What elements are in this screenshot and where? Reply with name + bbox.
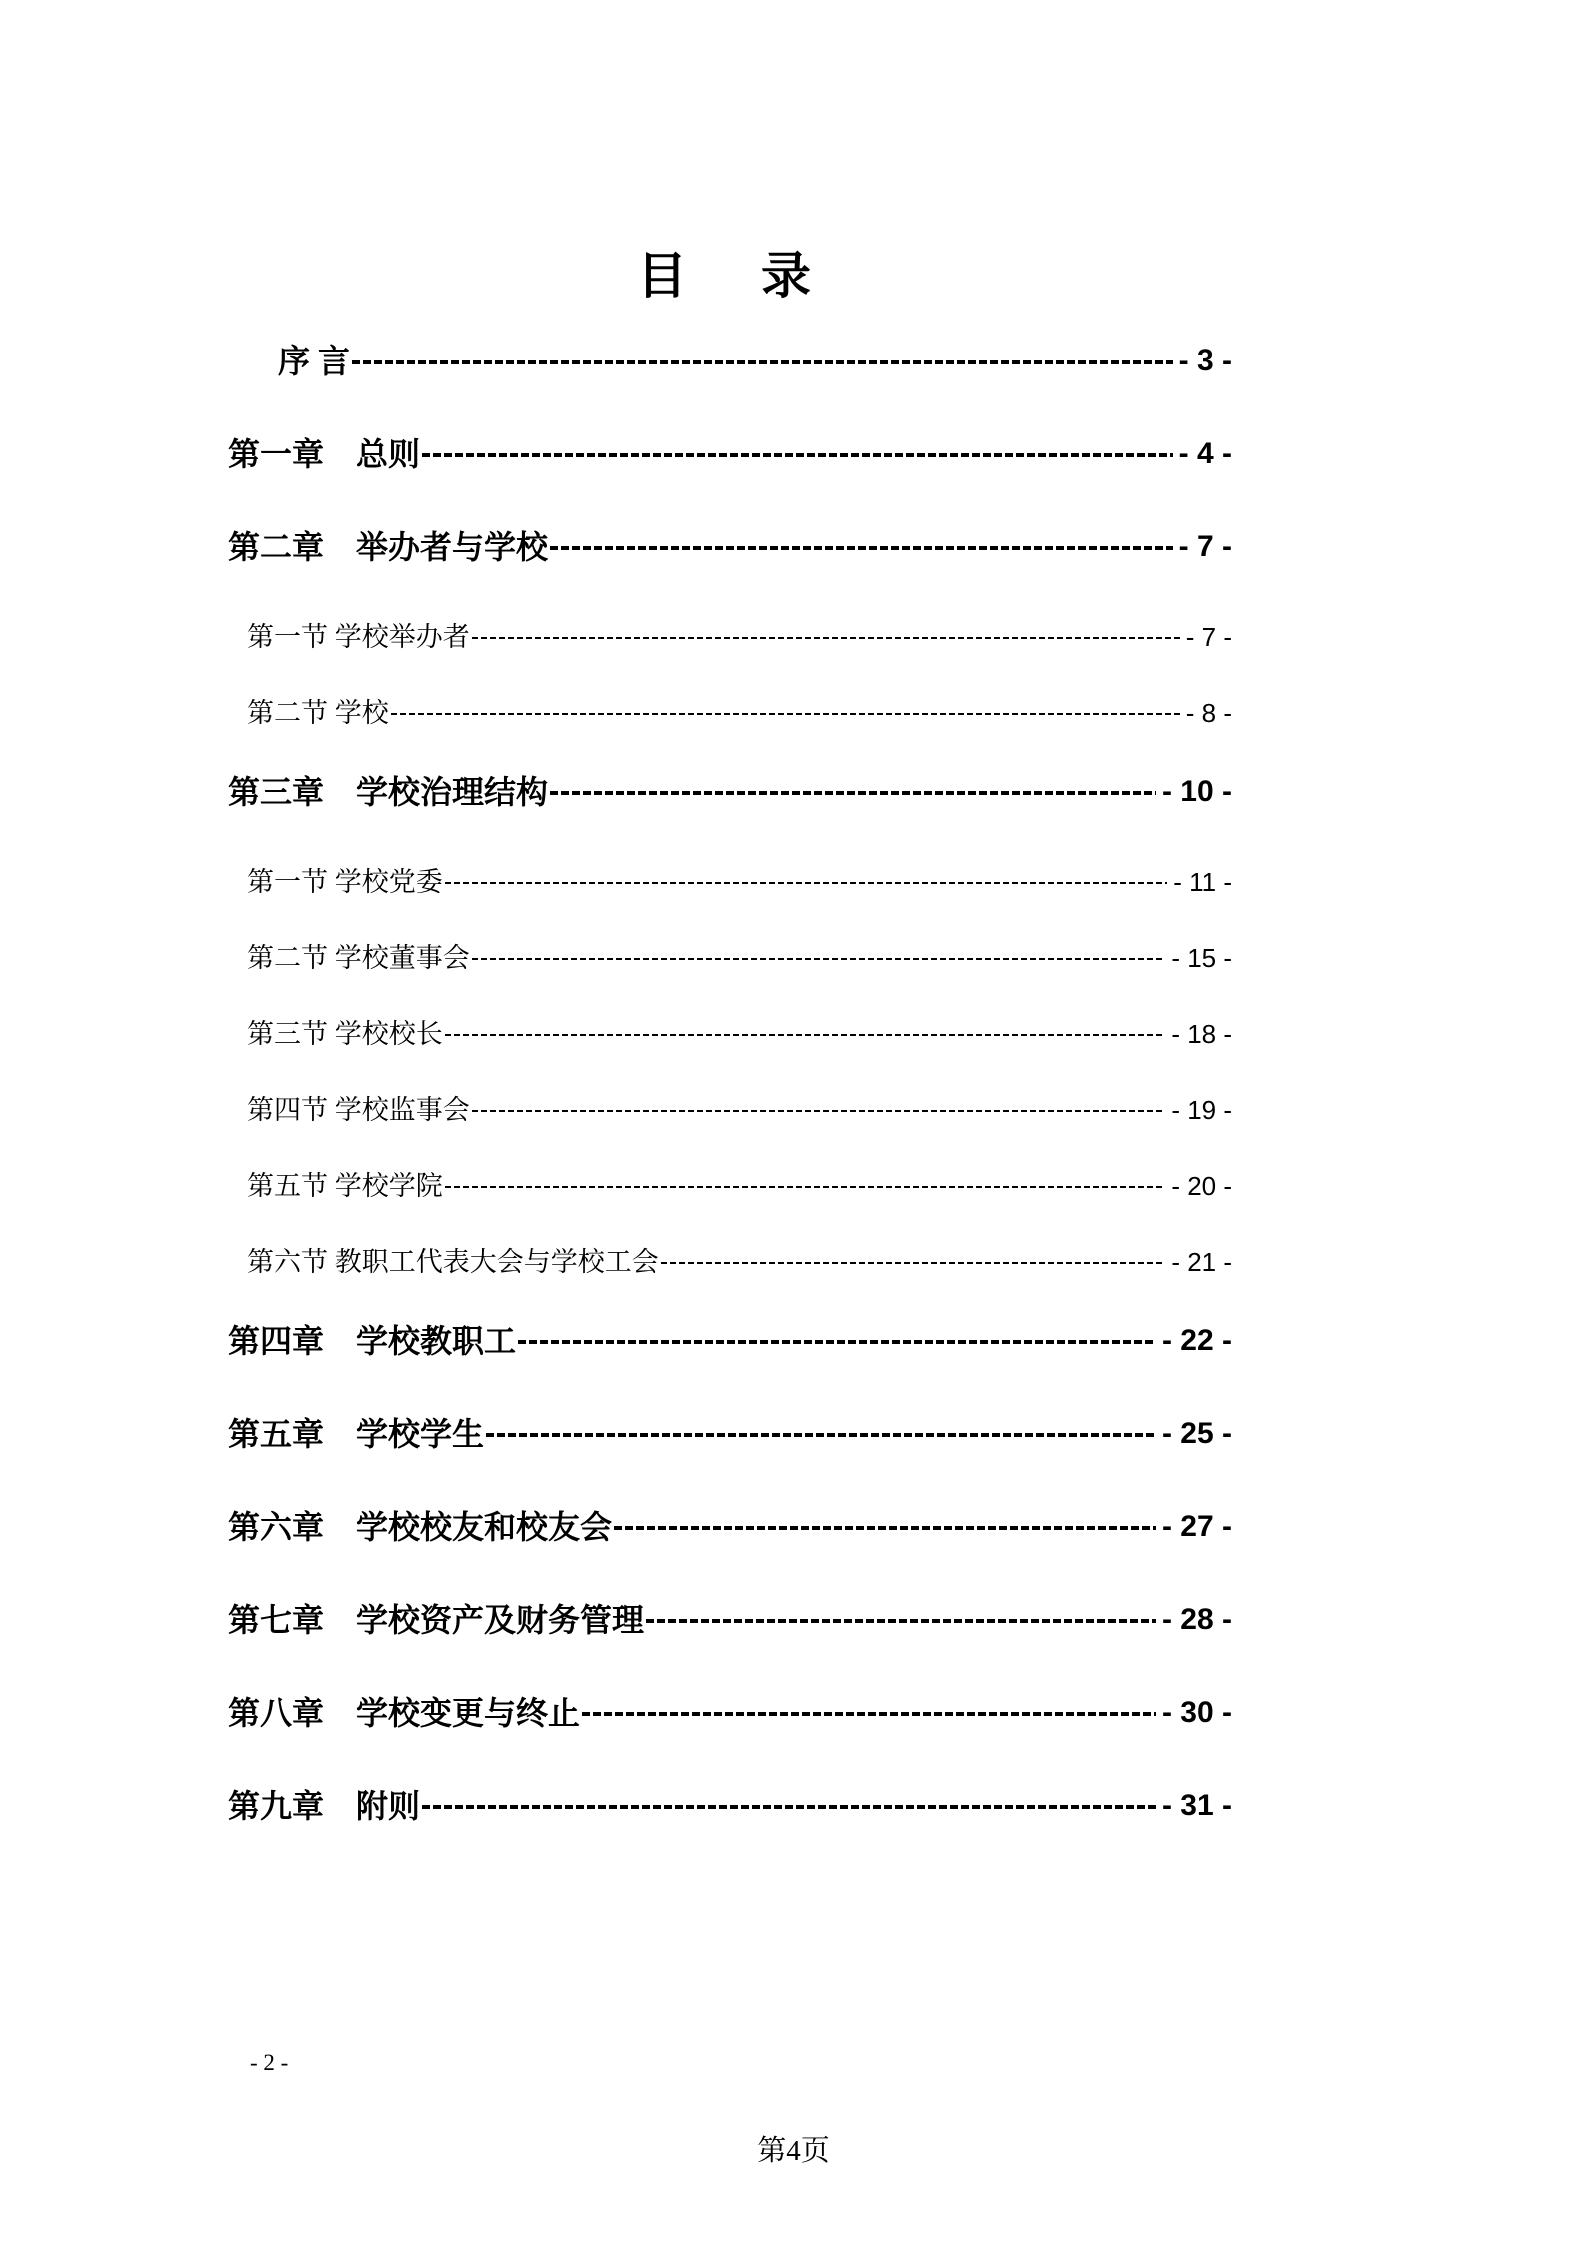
toc-entry[interactable] [228,1508,1232,1601]
toc-entry-label: 第五节 学校学院 [247,1171,443,1201]
toc-leader-line [582,1712,1156,1716]
toc-entry-label: 第七章 学校资产及财务管理 [228,1602,645,1638]
toc-entry-label: 序 言 [278,343,351,379]
toc-entry[interactable] [228,435,1232,528]
toc-entry-page-number: - 15 - [1171,943,1232,973]
toc-entry-label: 第三节 学校校长 [247,1019,443,1049]
toc-entry-page-number: - 19 - [1171,1095,1232,1125]
toc-entry[interactable] [228,1018,1232,1094]
toc-entry-label: 第六节 教职工代表大会与学校工会 [247,1247,659,1277]
footer-page-label: 第4页 [757,2135,830,2167]
toc-entry-page-number: - 8 - [1185,698,1232,728]
toc-entry-label: 第二节 学校董事会 [247,943,470,973]
toc-entry-page-number: - 22 - [1161,1324,1232,1357]
toc-entry-page-number: - 10 - [1161,775,1232,808]
toc-leader-line [472,958,1166,960]
toc-entry-page-number: - 11 - [1173,867,1232,897]
toc-entry-label: 第四节 学校监事会 [247,1095,470,1125]
toc-entry-label: 第一节 学校党委 [247,867,443,897]
toc-entry-page-number: - 28 - [1161,1603,1232,1636]
page-title: 目 录 [637,248,823,304]
toc-leader-line [422,453,1173,457]
toc-leader-line [445,1186,1166,1188]
toc-leader-line [472,637,1180,639]
toc-leader-line [614,1526,1156,1530]
toc-entry[interactable] [228,866,1232,942]
toc-entry-label: 第五章 学校学生 [228,1416,485,1452]
toc-leader-line [391,713,1180,715]
toc-entry-label: 第四章 学校教职工 [228,1323,517,1359]
toc-leader-line [646,1619,1156,1623]
toc-leader-line [445,882,1167,884]
toc-entry[interactable] [228,942,1232,1018]
toc-entry-page-number: - 20 - [1171,1171,1232,1201]
toc-entry[interactable] [228,621,1232,697]
toc-entry-label: 第九章 附则 [228,1788,421,1824]
toc-leader-line [661,1262,1166,1264]
toc-entry-label: 第三章 学校治理结构 [228,774,549,810]
toc-entry[interactable] [228,1322,1232,1415]
toc-entry[interactable] [228,1415,1232,1508]
toc-entry[interactable] [228,697,1232,773]
toc-entry-page-number: - 18 - [1171,1019,1232,1049]
toc-entry-page-number: - 3 - [1178,344,1232,377]
toc-entry-page-number: - 25 - [1161,1417,1232,1450]
toc-leader-line [486,1433,1156,1437]
toc-entry[interactable] [228,773,1232,866]
toc-entry[interactable] [228,528,1232,621]
toc-entry-label: 第一章 总则 [228,436,421,472]
toc-entry-label: 第二章 举办者与学校 [228,529,549,565]
toc-entry-page-number: - 7 - [1185,622,1232,652]
toc-entry[interactable] [228,1094,1232,1170]
toc-list [228,342,1232,1880]
toc-entry[interactable] [228,342,1232,435]
toc-leader-line [445,1034,1166,1036]
toc-leader-line [472,1110,1166,1112]
toc-entry[interactable] [228,1787,1232,1880]
toc-entry[interactable] [228,1170,1232,1246]
toc-entry-page-number: - 27 - [1161,1510,1232,1543]
toc-entry-label: 第八章 学校变更与终止 [228,1695,581,1731]
toc-entry-page-number: - 30 - [1161,1696,1232,1729]
toc-entry-page-number: - 4 - [1178,437,1232,470]
toc-entry-page-number: - 21 - [1171,1247,1232,1277]
toc-entry-label: 第二节 学校 [247,698,389,728]
toc-leader-line [352,360,1173,364]
toc-leader-line [422,1805,1156,1809]
toc-entry-label: 第一节 学校举办者 [247,622,470,652]
toc-leader-line [518,1340,1156,1344]
toc-leader-line [550,791,1156,795]
footer-page-number: - 2 - [250,2050,289,2075]
toc-entry-page-number: - 7 - [1178,530,1232,563]
toc-entry-page-number: - 31 - [1161,1789,1232,1822]
toc-entry-label: 第六章 学校校友和校友会 [228,1509,613,1545]
toc-entry[interactable] [228,1246,1232,1322]
toc-leader-line [550,546,1173,550]
toc-entry[interactable] [228,1601,1232,1694]
toc-entry[interactable] [228,1694,1232,1787]
